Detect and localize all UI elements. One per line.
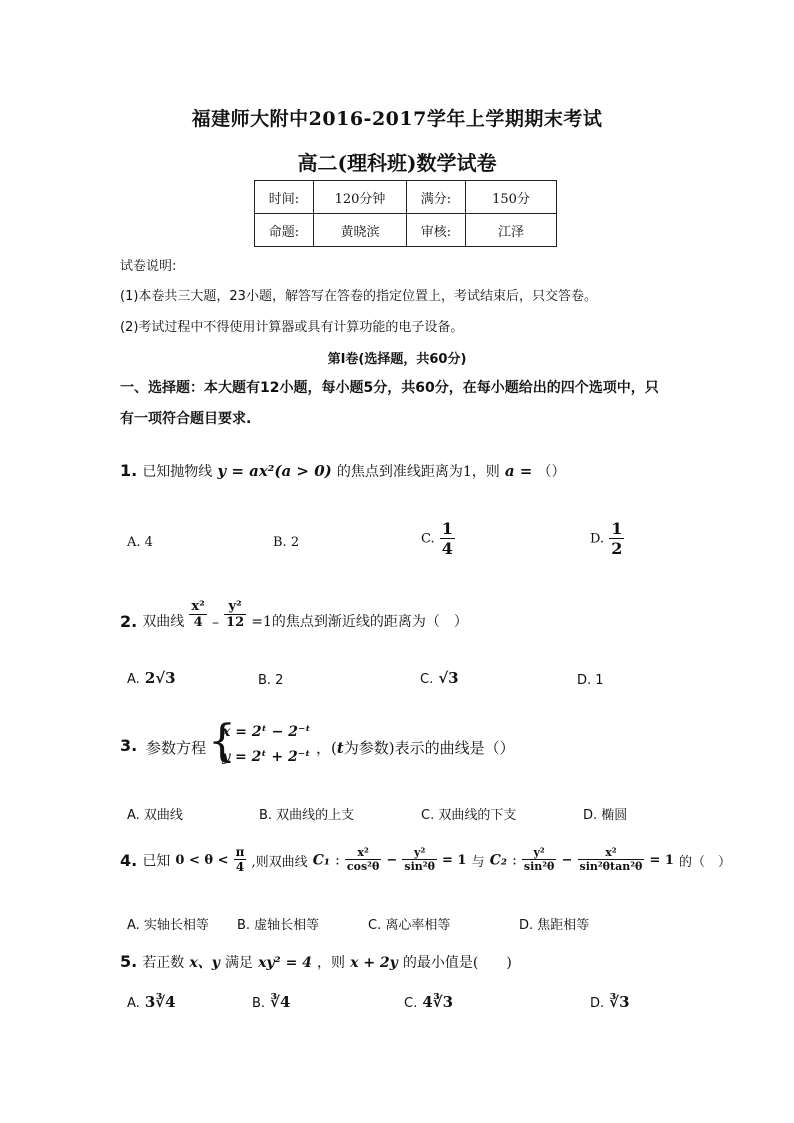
- fraction: [345, 847, 381, 873]
- option-c: C. 离心率相等: [368, 918, 451, 933]
- math-variable: x、y: [189, 955, 220, 971]
- note-item-1: (1)本卷共三大题，23小题，解答写在答卷的指定位置上，考试结束后，只交答卷。: [120, 289, 597, 304]
- math-expression: 3∛4: [144, 993, 176, 1011]
- option-label: A.: [127, 672, 140, 687]
- option-b: B. 虚轴长相等: [237, 918, 320, 933]
- colon: :: [335, 852, 340, 869]
- math-expression: xy² = 4: [258, 955, 312, 971]
- question-text: ，则: [317, 955, 346, 971]
- math-expression: y = ax²(a > 0): [217, 462, 332, 480]
- option-d: [590, 992, 630, 1011]
- fraction: [189, 600, 206, 631]
- table-cell: 时间:: [255, 181, 314, 214]
- question-text: 双曲线: [142, 613, 185, 630]
- numerator: π: [235, 845, 245, 859]
- fraction: [522, 847, 557, 873]
- option-c: [404, 992, 453, 1011]
- question-number: 2.: [120, 611, 138, 631]
- denominator: sin²θ: [404, 860, 435, 874]
- option-a: A. 4: [127, 535, 153, 550]
- part1-instruction-1: 一、选择题：本大题有12小题，每小题5分，共60分，在每小题给出的四个选项中，只: [120, 380, 659, 396]
- option-c: [420, 668, 459, 687]
- option-d: [590, 520, 624, 558]
- denominator: 2: [611, 538, 623, 558]
- option-label: B.: [252, 996, 266, 1011]
- fraction: [609, 520, 624, 558]
- math-expression: ∛3: [609, 993, 630, 1011]
- brace-symbol: {: [208, 716, 236, 767]
- question-text: 为参数)表示的曲线是（）: [343, 739, 515, 757]
- denominator: 4: [193, 615, 203, 631]
- fraction: [578, 847, 645, 873]
- table-cell: 江泽: [466, 214, 557, 247]
- question-text: （）: [537, 464, 566, 480]
- option-label: C.: [420, 672, 434, 687]
- math-expression: = 1: [649, 852, 674, 868]
- option-a: [127, 668, 176, 687]
- colon: :: [512, 852, 517, 869]
- math-variable: a =: [504, 462, 533, 480]
- note-item-2: (2)考试过程中不得使用计算器或具有计算功能的电子设备。: [120, 320, 464, 335]
- table-cell: 满分:: [407, 181, 466, 214]
- numerator: x²: [578, 847, 645, 860]
- option-a: [127, 992, 176, 1011]
- math-expression: 4∛3: [422, 993, 454, 1011]
- table-cell: 黄晓滨: [314, 214, 407, 247]
- option-c: [421, 520, 455, 558]
- option-a: A. 双曲线: [127, 808, 183, 823]
- numerator: y²: [522, 847, 557, 860]
- math-expression: = 1: [442, 852, 467, 868]
- option-b: [252, 992, 290, 1011]
- option-b: B. 2: [258, 673, 284, 688]
- question-4: [120, 846, 731, 875]
- question-text: 参数方程: [146, 739, 207, 757]
- denominator: 12: [226, 615, 245, 631]
- denominator: 4: [441, 538, 453, 558]
- math-expression: 2√3: [144, 669, 176, 687]
- minus-sign: −: [561, 852, 573, 868]
- fraction: [440, 520, 455, 558]
- option-label: D.: [590, 996, 605, 1011]
- option-d: D. 1: [577, 673, 604, 688]
- option-label: A.: [127, 996, 140, 1011]
- exam-subtitle: 高二(理科班)数学试卷: [297, 151, 497, 175]
- info-table: [254, 180, 557, 247]
- math-variable: t: [336, 739, 344, 757]
- numerator: y²: [402, 847, 437, 860]
- question-text: 的（ ）: [679, 854, 732, 870]
- table-row: [255, 214, 557, 247]
- equation-x: x = 2ᵗ − 2⁻ᵗ: [222, 724, 311, 740]
- math-expression: ∛4: [270, 993, 291, 1011]
- exam-title: 福建师大附中2016-2017学年上学期期末考试: [191, 108, 603, 130]
- question-tail: [316, 737, 515, 758]
- question-number: 5.: [120, 952, 138, 971]
- option-label: D.: [590, 531, 605, 547]
- question-number: 3.: [120, 736, 138, 755]
- fraction: [224, 600, 246, 631]
- option-label: C.: [404, 996, 418, 1011]
- option-b: B. 2: [273, 535, 300, 550]
- curve-label: C₁: [312, 852, 330, 869]
- numerator: 1: [611, 519, 623, 538]
- table-row: [255, 181, 557, 214]
- numerator: x²: [191, 599, 205, 614]
- question-number: 4.: [120, 850, 138, 870]
- fraction: [402, 847, 437, 873]
- denominator: 4: [235, 860, 245, 875]
- table-cell: 150分: [466, 181, 557, 214]
- table-cell: 命题:: [255, 214, 314, 247]
- fraction: [234, 846, 247, 875]
- numerator: y²: [224, 600, 246, 615]
- table-cell: 审核:: [407, 214, 466, 247]
- equation-y: y = 2ᵗ + 2⁻ᵗ: [222, 749, 311, 765]
- denominator: sin²θtan²θ: [579, 860, 643, 874]
- curve-label: C₂: [489, 852, 507, 869]
- denominator: cos²θ: [346, 860, 380, 874]
- option-b: B. 双曲线的上支: [259, 808, 355, 823]
- option-d: D. 椭圆: [583, 808, 628, 823]
- numerator: 1: [441, 519, 453, 538]
- math-expression: x + 2y: [350, 955, 398, 971]
- question-text: 若正数: [142, 955, 185, 971]
- minus-sign: –: [211, 614, 219, 631]
- question-1: [120, 461, 565, 481]
- question-text: ，(: [316, 739, 337, 757]
- question-text: ,则双曲线: [251, 854, 308, 870]
- question-text: 的最小值是( ): [402, 955, 512, 971]
- option-d: D. 焦距相等: [519, 918, 590, 933]
- question-text: 已知抛物线: [142, 464, 213, 480]
- question-number: 1.: [120, 461, 138, 480]
- part1-heading: 第Ⅰ卷(选择题，共60分): [327, 352, 467, 367]
- math-expression: 0 < θ <: [175, 852, 229, 868]
- denominator: sin²θ: [523, 860, 555, 874]
- notes-heading: 试卷说明:: [120, 259, 177, 274]
- question-text: 与: [471, 854, 485, 870]
- question-text: 的焦点到准线距离为1，则: [336, 464, 500, 480]
- option-a: A. 实轴长相等: [127, 918, 209, 933]
- question-text: =1的焦点到渐近线的距离为（ ）: [251, 613, 468, 630]
- question-text: 已知: [142, 853, 171, 870]
- minus-sign: −: [386, 852, 398, 868]
- question-text: 满足: [224, 955, 253, 971]
- table-cell: 120分钟: [314, 181, 407, 214]
- math-expression: √3: [438, 669, 459, 687]
- question-5: [120, 952, 512, 972]
- option-c: C. 双曲线的下支: [421, 808, 517, 823]
- option-label: C.: [421, 531, 435, 547]
- numerator: x²: [345, 847, 381, 860]
- part1-instruction-2: 有一项符合题目要求.: [120, 411, 252, 427]
- question-2: [120, 600, 468, 631]
